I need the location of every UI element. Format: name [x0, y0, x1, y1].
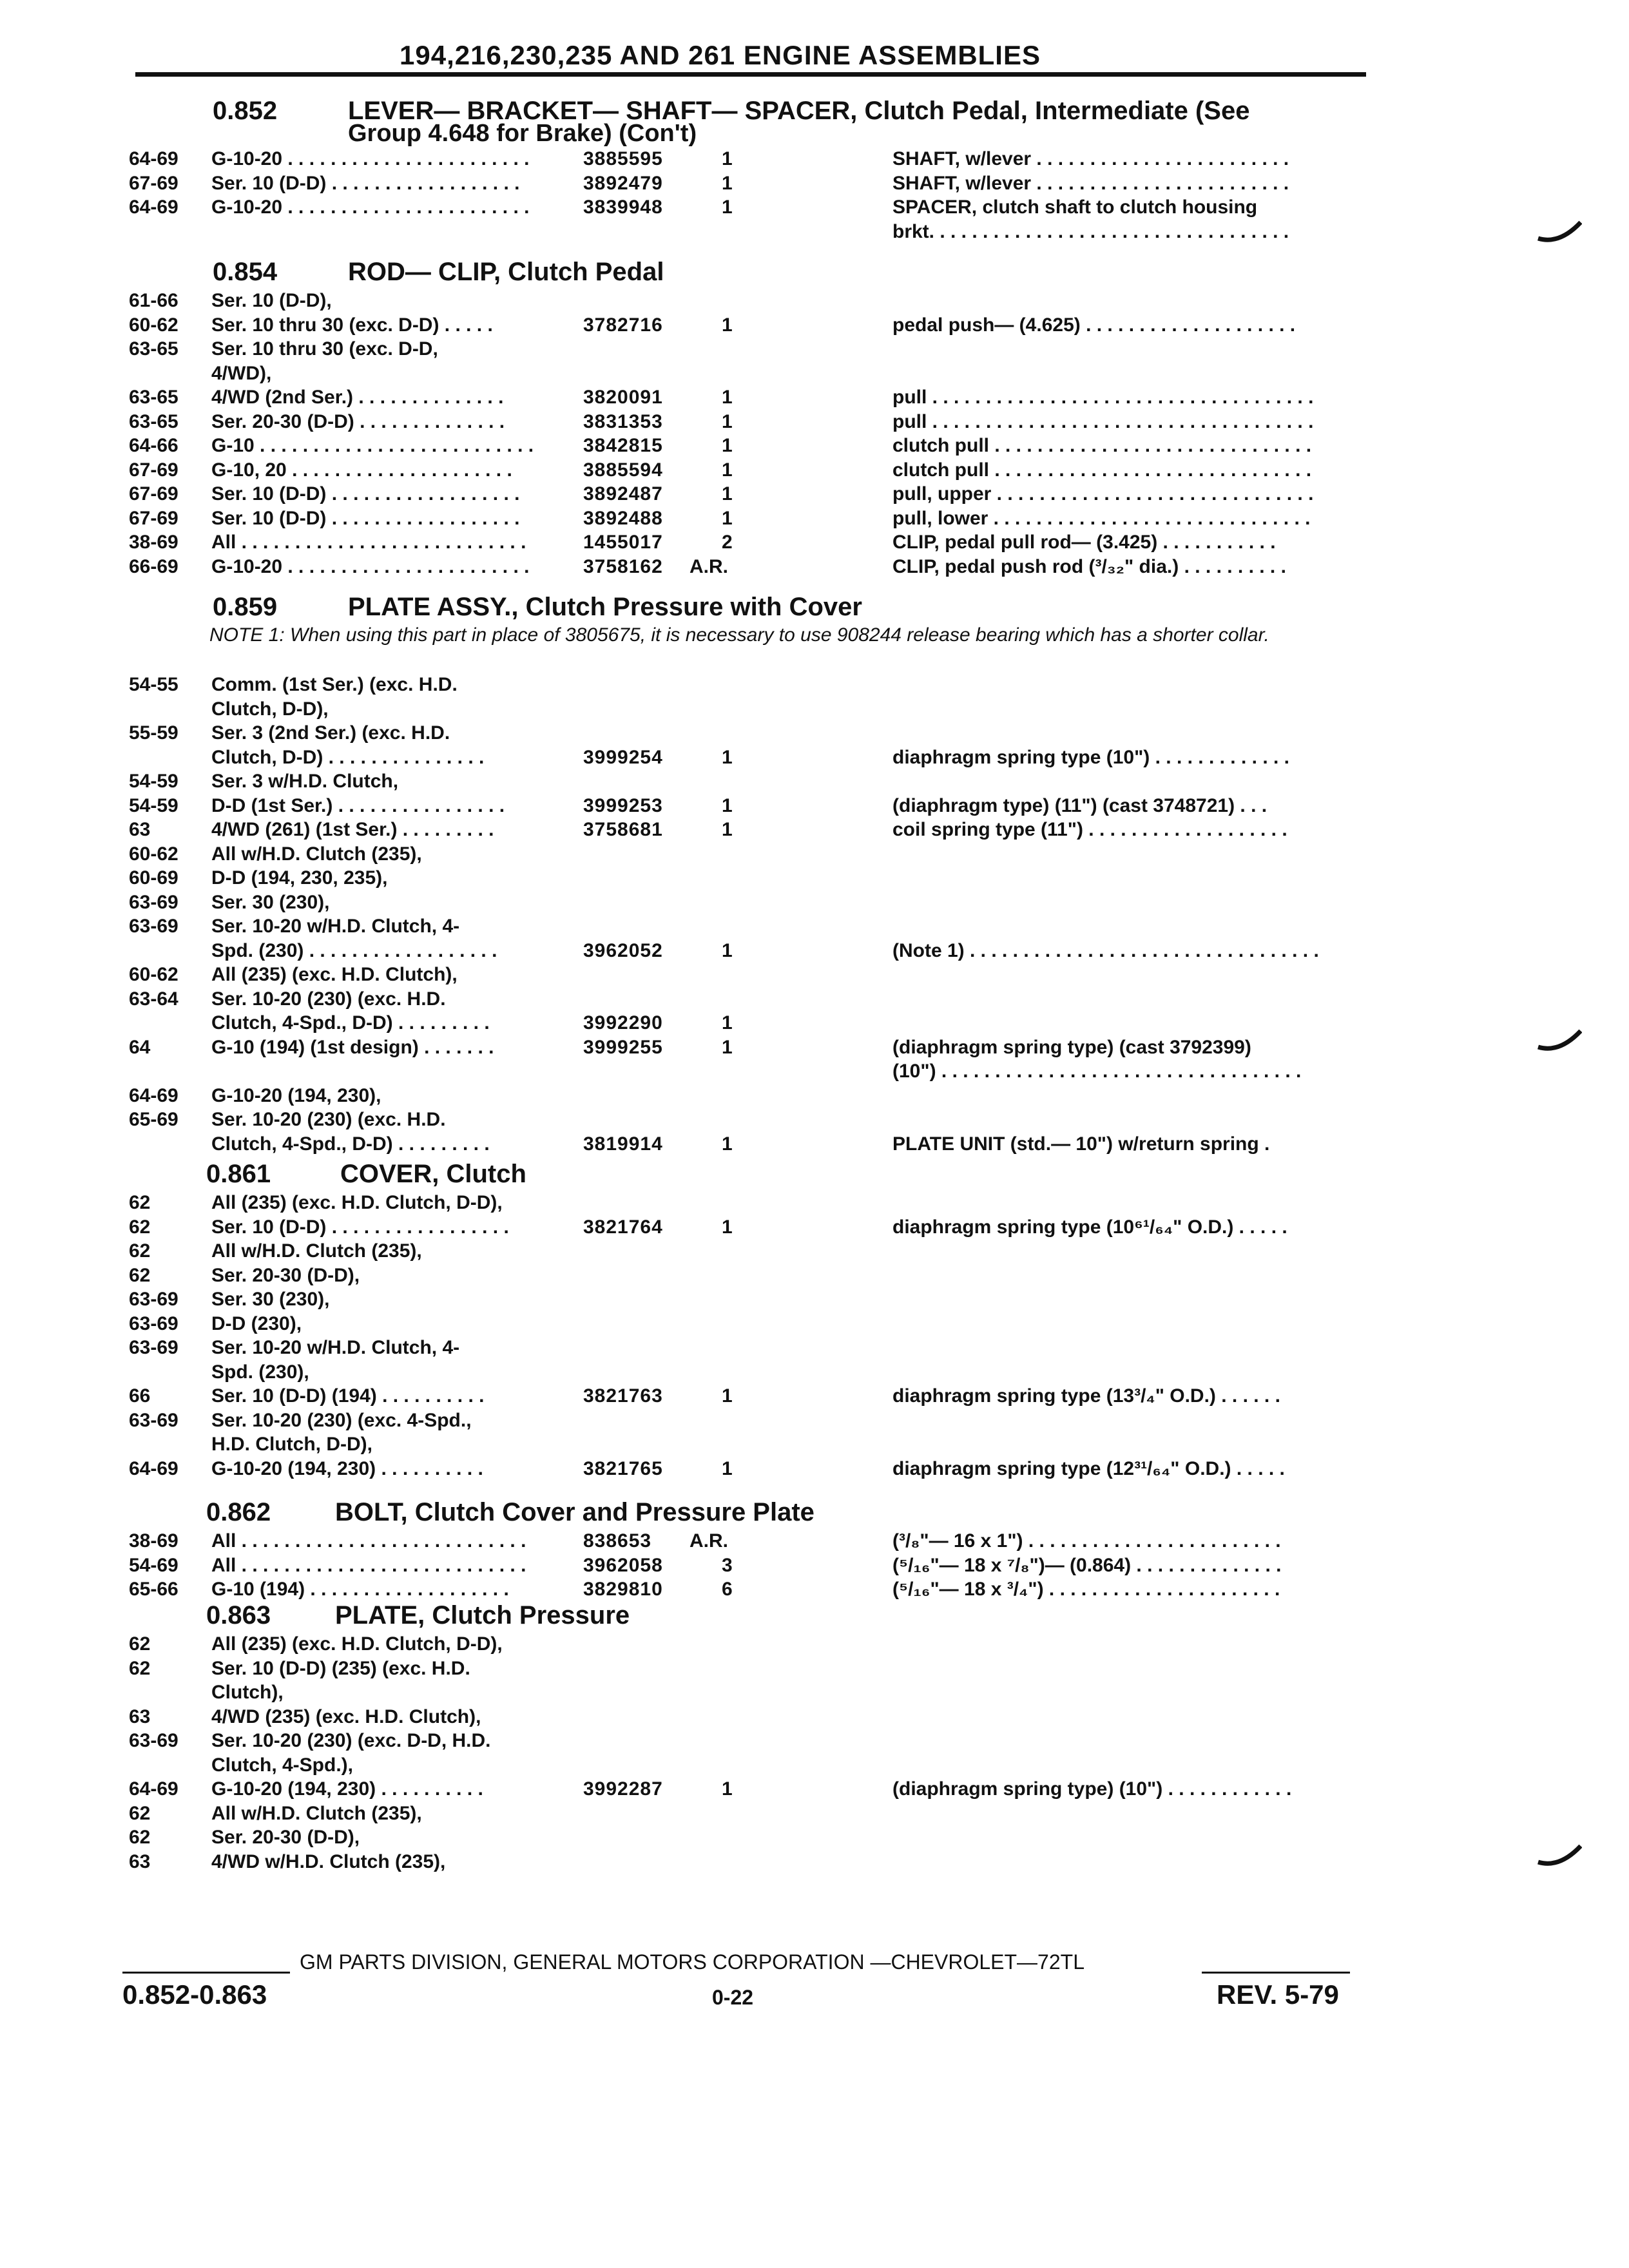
table-row: [0, 722, 1629, 745]
part-number: 3842815: [583, 435, 663, 456]
application: D-D (1st Ser.) . . . . . . . . . . . . . . . .: [211, 794, 505, 816]
model-years: 62: [129, 1264, 151, 1286]
model-years: 64-66: [129, 435, 178, 456]
quantity: 1: [722, 435, 733, 456]
table-row: [0, 508, 1629, 531]
table-row: [0, 1706, 1629, 1729]
table-row: [0, 1012, 1629, 1035]
table-row: [0, 1410, 1629, 1433]
table-row: [0, 459, 1629, 483]
table-row: [0, 435, 1629, 458]
application: All . . . . . . . . . . . . . . . . . . . . . . . . . . .: [211, 1554, 526, 1576]
model-years: 64-69: [129, 197, 178, 218]
section-number: 0.862: [206, 1498, 271, 1526]
description: (diaphragm spring type) (cast 3792399): [892, 1036, 1251, 1058]
section-title: COVER, Clutch: [340, 1160, 526, 1188]
description: CLIP, pedal pull rod— (3.425) . . . . . . . . . . .: [892, 532, 1276, 553]
table-row: [0, 1289, 1629, 1312]
application: All . . . . . . . . . . . . . . . . . . . . . . . . . . .: [211, 532, 526, 553]
description: diaphragm spring type (13³/₄" O.D.) . . . . . .: [892, 1385, 1280, 1407]
section-number: 0.861: [206, 1160, 271, 1188]
section-title-continued: Group 4.648 for Brake) (Con't): [348, 120, 697, 147]
application: Clutch, D-D),: [211, 698, 329, 720]
application: G-10 . . . . . . . . . . . . . . . . . . . . . . . . . .: [211, 435, 534, 456]
quantity: 1: [722, 1457, 733, 1479]
quantity: 1: [722, 483, 733, 505]
table-row: [0, 1579, 1629, 1602]
application: All w/H.D. Clutch (235),: [211, 843, 422, 865]
description: pull . . . . . . . . . . . . . . . . . . . . . . . . . . . . . . . . . . . .: [892, 410, 1314, 432]
table-row: [0, 1385, 1629, 1408]
application: Clutch, 4-Spd., D-D) . . . . . . . . .: [211, 1012, 490, 1033]
quantity: 1: [722, 819, 733, 840]
description: clutch pull . . . . . . . . . . . . . . . . . . . . . . . . . . . . . .: [892, 459, 1312, 481]
table-row: [0, 1133, 1629, 1157]
model-years: 67-69: [129, 459, 178, 481]
table-row: [0, 1827, 1629, 1850]
part-number: 3892488: [583, 507, 663, 529]
application: Ser. 20-30 (D-D) . . . . . . . . . . . . . .: [211, 410, 505, 432]
application: Clutch),: [211, 1682, 284, 1703]
model-years: 63-65: [129, 410, 178, 432]
quantity: 1: [722, 148, 733, 169]
model-years: 62: [129, 1633, 151, 1655]
model-years: 66-69: [129, 555, 178, 577]
header-rule: [135, 72, 1366, 77]
table-row: [0, 221, 1629, 244]
model-years: 63-69: [129, 916, 178, 937]
quantity: 3: [722, 1554, 733, 1576]
model-years: 54-59: [129, 771, 178, 792]
application: Ser. 3 w/H.D. Clutch,: [211, 771, 399, 792]
description: diaphragm spring type (10") . . . . . . . . . . . . .: [892, 746, 1289, 768]
model-years: 67-69: [129, 172, 178, 194]
model-years: 63: [129, 1706, 151, 1727]
description: pull, upper . . . . . . . . . . . . . . . . . . . . . . . . . . . . . .: [892, 483, 1314, 505]
model-years: 38-69: [129, 532, 178, 553]
part-number: 3999254: [583, 746, 663, 768]
model-years: 63-69: [129, 891, 178, 913]
application: Clutch, 4-Spd., D-D) . . . . . . . . .: [211, 1133, 490, 1155]
part-number: 3821765: [583, 1457, 663, 1479]
description: (Note 1) . . . . . . . . . . . . . . . . . . . . . . . . . . . . . . . . .: [892, 939, 1319, 961]
quantity: 1: [722, 939, 733, 961]
application: 4/WD (261) (1st Ser.) . . . . . . . . .: [211, 819, 494, 840]
description: PLATE UNIT (std.— 10") w/return spring .: [892, 1133, 1270, 1155]
application: Ser. 10 thru 30 (exc. D-D,: [211, 338, 438, 360]
table-row: [0, 1085, 1629, 1108]
model-years: 67-69: [129, 507, 178, 529]
part-number: 3821763: [583, 1385, 663, 1407]
part-number: 3758681: [583, 819, 663, 840]
table-row: [0, 1658, 1629, 1681]
quantity: A.R.: [689, 1530, 728, 1552]
quantity: 1: [722, 794, 733, 816]
description: diaphragm spring type (12³¹/₆₄" O.D.) . . . . .: [892, 1457, 1285, 1479]
table-row: [0, 314, 1629, 338]
table-row: [0, 1337, 1629, 1360]
application: Ser. 10-20 (230) (exc. 4-Spd.,: [211, 1409, 472, 1431]
section-title: PLATE ASSY., Clutch Pressure with Cover: [348, 593, 862, 621]
table-row: [0, 338, 1629, 361]
application: Ser. 10-20 (230) (exc. H.D.: [211, 988, 446, 1010]
part-number: 3782716: [583, 314, 663, 336]
section-number: 0.854: [213, 258, 278, 286]
description: clutch pull . . . . . . . . . . . . . . . . . . . . . . . . . . . . . .: [892, 435, 1312, 456]
part-number: 3819914: [583, 1133, 663, 1155]
footer-rule-right: [1202, 1972, 1350, 1974]
quantity: 1: [722, 197, 733, 218]
application: Ser. 10-20 w/H.D. Clutch, 4-: [211, 916, 460, 937]
part-number: 3999255: [583, 1036, 663, 1058]
quantity: 1: [722, 1385, 733, 1407]
footer-section-range: 0.852-0.863: [122, 1979, 267, 2010]
model-years: 60-62: [129, 964, 178, 985]
description: (⁵/₁₆"— 18 x ³/₄") . . . . . . . . . . . . . . . . . . . . . .: [892, 1579, 1280, 1600]
section-title: PLATE, Clutch Pressure: [335, 1601, 630, 1629]
model-years: 63-65: [129, 387, 178, 408]
description: pull, lower . . . . . . . . . . . . . . . . . . . . . . . . . . . . . .: [892, 507, 1311, 529]
application: Clutch, 4-Spd.),: [211, 1754, 353, 1776]
application: Ser. 10 (D-D) . . . . . . . . . . . . . . . . . .: [211, 507, 520, 529]
binder-mark-2: [1537, 1028, 1582, 1053]
model-years: 63-65: [129, 338, 178, 360]
table-row: [0, 1037, 1629, 1060]
model-years: 62: [129, 1192, 151, 1213]
table-row: [0, 1313, 1629, 1336]
description: (⁵/₁₆"— 18 x ⁷/₈")— (0.864) . . . . . . . . . . . . . .: [892, 1554, 1282, 1576]
application: Comm. (1st Ser.) (exc. H.D.: [211, 674, 458, 695]
description: diaphragm spring type (10⁶¹/₆₄" O.D.) . . . . .: [892, 1216, 1287, 1238]
footer-publisher: GM PARTS DIVISION, GENERAL MOTORS CORPORATION —CHEVROLET—72TL: [300, 1950, 1084, 1974]
model-years: 64-69: [129, 1778, 178, 1800]
table-row: [0, 698, 1629, 722]
footer-rule-left: [122, 1972, 290, 1974]
part-number: 3829810: [583, 1579, 663, 1600]
description: SHAFT, w/lever . . . . . . . . . . . . . . . . . . . . . . . .: [892, 172, 1289, 194]
model-years: 61-66: [129, 290, 178, 311]
part-number: 3821764: [583, 1216, 663, 1238]
application: G-10 (194) (1st design) . . . . . . .: [211, 1036, 494, 1058]
section-title: BOLT, Clutch Cover and Pressure Plate: [335, 1498, 815, 1526]
footer-revision: REV. 5-79: [1217, 1979, 1339, 2010]
application: Spd. (230),: [211, 1361, 309, 1383]
table-row: [0, 532, 1629, 555]
model-years: 60-69: [129, 867, 178, 889]
table-row: [0, 674, 1629, 697]
application: Ser. 20-30 (D-D),: [211, 1264, 360, 1286]
table-row: [0, 1530, 1629, 1553]
application: All w/H.D. Clutch (235),: [211, 1802, 422, 1824]
application: Ser. 10 (D-D) . . . . . . . . . . . . . . . . . .: [211, 483, 520, 505]
quantity: 1: [722, 507, 733, 529]
table-row: [0, 290, 1629, 313]
application: Ser. 10 (D-D) . . . . . . . . . . . . . . . . .: [211, 1216, 509, 1238]
description: pull . . . . . . . . . . . . . . . . . . . . . . . . . . . . . . . . . . . .: [892, 387, 1314, 408]
application: G-10-20 (194, 230) . . . . . . . . . .: [211, 1457, 483, 1479]
table-row: [0, 1682, 1629, 1705]
quantity: 1: [722, 387, 733, 408]
part-number: 3892479: [583, 172, 663, 194]
quantity: 1: [722, 1133, 733, 1155]
application: G-10-20 . . . . . . . . . . . . . . . . . . . . . . .: [211, 555, 530, 577]
application: Ser. 10 (D-D) (194) . . . . . . . . . .: [211, 1385, 485, 1407]
table-row: [0, 747, 1629, 770]
model-years: 54-59: [129, 794, 178, 816]
table-row: [0, 843, 1629, 867]
application: All (235) (exc. H.D. Clutch, D-D),: [211, 1633, 503, 1655]
description: SHAFT, w/lever . . . . . . . . . . . . . . . . . . . . . . . .: [892, 148, 1289, 169]
binder-mark-1: [1537, 219, 1582, 245]
model-years: 63-69: [129, 1730, 178, 1751]
part-number: 3962058: [583, 1554, 663, 1576]
application: Ser. 30 (230),: [211, 891, 330, 913]
table-row: [0, 173, 1629, 196]
application: G-10 (194) . . . . . . . . . . . . . . . . . . .: [211, 1579, 509, 1600]
table-row: [0, 1192, 1629, 1215]
table-row: [0, 916, 1629, 939]
table-row: [0, 819, 1629, 842]
description: (10") . . . . . . . . . . . . . . . . . . . . . . . . . . . . . . . . . .: [892, 1061, 1302, 1082]
model-years: 64-69: [129, 148, 178, 169]
part-number: 3758162: [583, 555, 663, 577]
table-row: [0, 940, 1629, 963]
part-number: 838653: [583, 1530, 652, 1552]
model-years: 62: [129, 1216, 151, 1238]
section-note: NOTE 1: When using this part in place of 3805675, it is necessary to use 908244 release bearing which has a shorter collar.: [209, 624, 1269, 646]
table-row: [0, 1754, 1629, 1778]
table-row: [0, 1434, 1629, 1457]
table-row: [0, 795, 1629, 818]
quantity: A.R.: [689, 555, 728, 577]
part-number: 3999253: [583, 794, 663, 816]
part-number: 3885595: [583, 148, 663, 169]
quantity: 1: [722, 314, 733, 336]
model-years: 64-69: [129, 1084, 178, 1106]
model-years: 60-62: [129, 314, 178, 336]
table-row: [0, 867, 1629, 890]
description: (diaphragm type) (11") (cast 3748721) . . .: [892, 794, 1268, 816]
quantity: 2: [722, 532, 733, 553]
footer-page-number: 0-22: [712, 1986, 754, 2009]
part-number: 3962052: [583, 939, 663, 961]
application: G-10-20 (194, 230),: [211, 1084, 381, 1106]
model-years: 67-69: [129, 483, 178, 505]
model-years: 63: [129, 819, 151, 840]
table-row: [0, 1265, 1629, 1288]
table-row: [0, 1555, 1629, 1578]
model-years: 63-69: [129, 1312, 178, 1334]
table-row: [0, 1730, 1629, 1753]
table-row: [0, 1778, 1629, 1802]
table-row: [0, 1633, 1629, 1657]
application: G-10-20 (194, 230) . . . . . . . . . .: [211, 1778, 483, 1800]
application: Ser. 10 (D-D),: [211, 290, 332, 311]
description: brkt. . . . . . . . . . . . . . . . . . . . . . . . . . . . . . . . . .: [892, 220, 1289, 242]
table-row: [0, 1458, 1629, 1481]
application: Ser. 30 (230),: [211, 1289, 330, 1310]
part-number: 3831353: [583, 410, 663, 432]
model-years: 62: [129, 1802, 151, 1824]
model-years: 65-69: [129, 1109, 178, 1130]
application: G-10, 20 . . . . . . . . . . . . . . . . . . . . .: [211, 459, 512, 481]
part-number: 3820091: [583, 387, 663, 408]
section-title: LEVER— BRACKET— SHAFT— SPACER, Clutch Pedal, Intermediate (See: [348, 97, 1250, 125]
application: H.D. Clutch, D-D),: [211, 1434, 372, 1455]
binder-mark-3: [1537, 1843, 1582, 1869]
application: G-10-20 . . . . . . . . . . . . . . . . . . . . . . .: [211, 148, 530, 169]
model-years: 55-59: [129, 722, 178, 744]
quantity: 1: [722, 410, 733, 432]
model-years: 65-66: [129, 1579, 178, 1600]
description: pedal push— (4.625) . . . . . . . . . . . . . . . . . . . .: [892, 314, 1296, 336]
application: Ser. 10-20 w/H.D. Clutch, 4-: [211, 1337, 460, 1358]
model-years: 60-62: [129, 843, 178, 865]
application: 4/WD (2nd Ser.) . . . . . . . . . . . . . .: [211, 387, 504, 408]
table-row: [0, 1851, 1629, 1874]
table-row: [0, 1240, 1629, 1264]
section-title: ROD— CLIP, Clutch Pedal: [348, 258, 664, 286]
application: G-10-20 . . . . . . . . . . . . . . . . . . . . . . .: [211, 197, 530, 218]
model-years: 54-55: [129, 674, 178, 695]
application: Ser. 10 (D-D) (235) (exc. H.D.: [211, 1657, 470, 1679]
section-number: 0.852: [213, 97, 278, 125]
application: All (235) (exc. H.D. Clutch, D-D),: [211, 1192, 503, 1213]
application: Ser. 10-20 (230) (exc. H.D.: [211, 1109, 446, 1130]
table-row: [0, 148, 1629, 171]
application: Ser. 10 thru 30 (exc. D-D) . . . . .: [211, 314, 493, 336]
table-row: [0, 1361, 1629, 1385]
part-number: 3892487: [583, 483, 663, 505]
table-row: [0, 771, 1629, 794]
description: coil spring type (11") . . . . . . . . . . . . . . . . . . .: [892, 819, 1287, 840]
model-years: 54-69: [129, 1554, 178, 1576]
application: Clutch, D-D) . . . . . . . . . . . . . . .: [211, 746, 485, 768]
application: 4/WD),: [211, 362, 272, 384]
application: Ser. 10-20 (230) (exc. D-D, H.D.: [211, 1730, 491, 1751]
table-row: [0, 1061, 1629, 1084]
application: 4/WD w/H.D. Clutch (235),: [211, 1850, 446, 1872]
application: All . . . . . . . . . . . . . . . . . . . . . . . . . . .: [211, 1530, 526, 1552]
table-row: [0, 197, 1629, 220]
model-years: 63-69: [129, 1289, 178, 1310]
model-years: 64-69: [129, 1457, 178, 1479]
part-number: 3992287: [583, 1778, 663, 1800]
quantity: 1: [722, 746, 733, 768]
application: All w/H.D. Clutch (235),: [211, 1240, 422, 1262]
application: D-D (194, 230, 235),: [211, 867, 388, 889]
quantity: 6: [722, 1579, 733, 1600]
quantity: 1: [722, 459, 733, 481]
model-years: 62: [129, 1240, 151, 1262]
model-years: 63: [129, 1850, 151, 1872]
table-row: [0, 1803, 1629, 1826]
section-number: 0.863: [206, 1601, 271, 1629]
quantity: 1: [722, 1216, 733, 1238]
quantity: 1: [722, 1012, 733, 1033]
application: 4/WD (235) (exc. H.D. Clutch),: [211, 1706, 481, 1727]
table-row: [0, 411, 1629, 434]
model-years: 63-64: [129, 988, 178, 1010]
description: (³/₈"— 16 x 1") . . . . . . . . . . . . . . . . . . . . . . . .: [892, 1530, 1281, 1552]
model-years: 63-69: [129, 1409, 178, 1431]
table-row: [0, 1216, 1629, 1240]
part-number: 3839948: [583, 197, 663, 218]
table-row: [0, 483, 1629, 506]
model-years: 62: [129, 1657, 151, 1679]
section-number: 0.859: [213, 593, 278, 621]
description: (diaphragm spring type) (10") . . . . . . . . . . . .: [892, 1778, 1292, 1800]
table-row: [0, 363, 1629, 386]
application: Ser. 20-30 (D-D),: [211, 1827, 360, 1848]
quantity: 1: [722, 172, 733, 194]
model-years: 63-69: [129, 1337, 178, 1358]
part-number: 3992290: [583, 1012, 663, 1033]
model-years: 38-69: [129, 1530, 178, 1552]
quantity: 1: [722, 1036, 733, 1058]
table-row: [0, 892, 1629, 915]
description: CLIP, pedal push rod (³/₃₂" dia.) . . . . . . . . . .: [892, 555, 1286, 577]
application: Spd. (230) . . . . . . . . . . . . . . . . . .: [211, 939, 497, 961]
model-years: 66: [129, 1385, 151, 1407]
model-years: 64: [129, 1036, 151, 1058]
quantity: 1: [722, 1778, 733, 1800]
table-row: [0, 556, 1629, 579]
model-years: 62: [129, 1827, 151, 1848]
table-row: [0, 1109, 1629, 1132]
part-number: 1455017: [583, 532, 663, 553]
page-header-title: 194,216,230,235 AND 261 ENGINE ASSEMBLIES: [400, 40, 1041, 70]
application: All (235) (exc. H.D. Clutch),: [211, 964, 458, 985]
application: Ser. 10 (D-D) . . . . . . . . . . . . . . . . . .: [211, 172, 520, 194]
table-row: [0, 964, 1629, 987]
application: Ser. 3 (2nd Ser.) (exc. H.D.: [211, 722, 450, 744]
description: SPACER, clutch shaft to clutch housing: [892, 197, 1258, 218]
part-number: 3885594: [583, 459, 663, 481]
table-row: [0, 988, 1629, 1012]
table-row: [0, 387, 1629, 410]
application: D-D (230),: [211, 1312, 302, 1334]
